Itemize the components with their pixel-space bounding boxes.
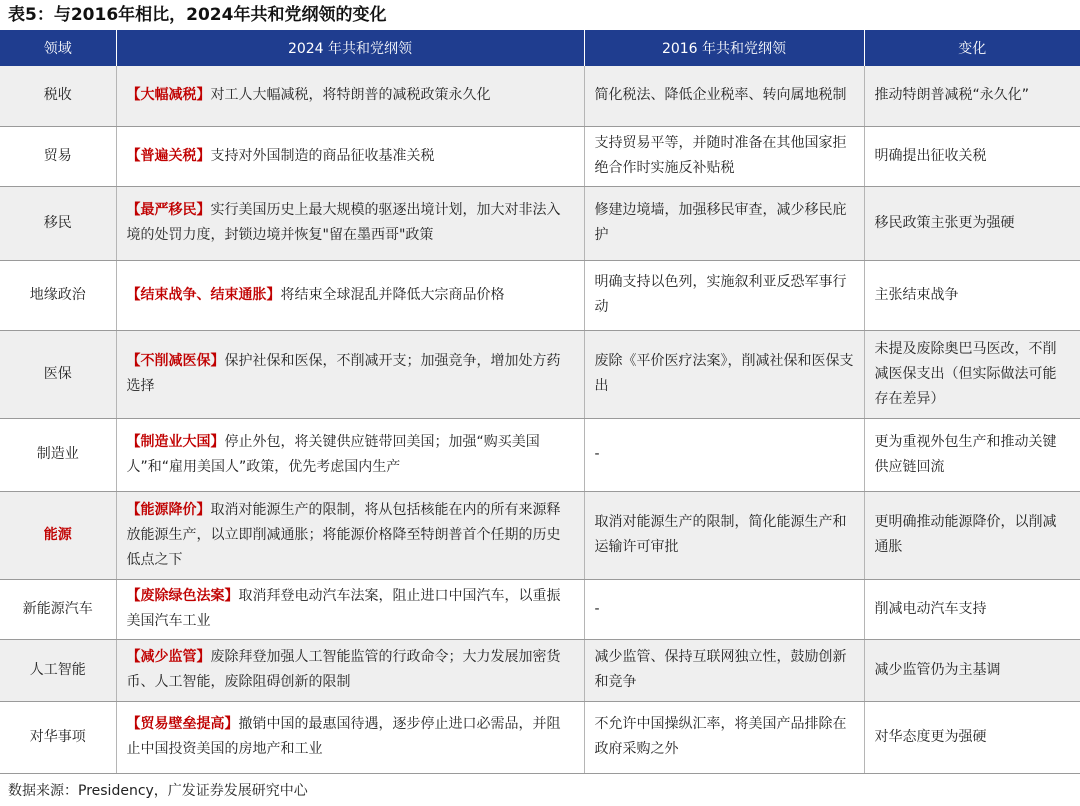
header-domain: 领域 bbox=[0, 30, 116, 66]
policy-tag: 【不削减医保】 bbox=[126, 353, 225, 369]
domain-cell: 医保 bbox=[0, 330, 116, 418]
table-row bbox=[0, 66, 1080, 126]
table-row bbox=[0, 418, 1080, 491]
plan-2024-text: 将结束全球混乱并降低大宗商品价格 bbox=[280, 286, 505, 303]
table-row bbox=[0, 639, 1080, 701]
table-row bbox=[0, 330, 1080, 418]
table-row bbox=[0, 491, 1080, 579]
policy-tag: 【制造业大国】 bbox=[126, 433, 225, 450]
plan-2024-cell bbox=[116, 579, 584, 639]
plan-2024-cell bbox=[116, 260, 584, 330]
plan-2024-cell bbox=[116, 330, 584, 418]
table-row bbox=[0, 126, 1080, 186]
policy-tag: 【最严移民】 bbox=[126, 202, 211, 218]
plan-2016-cell: - bbox=[584, 418, 864, 491]
plan-2016-cell: 简化税法、降低企业税率、转向属地税制 bbox=[584, 66, 864, 126]
plan-2024-text: 取消拜登电动汽车法案，阻止进口中国汽车，以重振美国汽车工业 bbox=[126, 588, 561, 629]
source-note: 数据来源：Presidency，广发证券发展研究中心 bbox=[8, 783, 308, 799]
plan-2024-text: 实行美国历史上最大规模的驱逐出境计划，加大对非法入境的处罚力度，封锁边境并恢复"留在墨西哥"政策 bbox=[126, 202, 561, 243]
plan-2024-cell bbox=[116, 491, 584, 579]
domain-cell: 制造业 bbox=[0, 418, 116, 491]
plan-2016-cell: 修建边境墙，加强移民审查，减少移民庇护 bbox=[584, 186, 864, 260]
plan-2024-text: 废除拜登加强人工智能监管的行政命令；大力发展加密货币、人工智能，废除阻碍创新的限制 bbox=[126, 649, 561, 690]
policy-tag: 【能源降价】 bbox=[126, 501, 211, 518]
policy-tag: 【废除绿色法案】 bbox=[126, 588, 239, 604]
plan-2024-cell bbox=[116, 701, 584, 773]
change-cell: 主张结束战争 bbox=[864, 260, 1080, 330]
domain-cell: 地缘政治 bbox=[0, 260, 116, 330]
change-cell: 推动特朗普减税“永久化” bbox=[864, 66, 1080, 126]
plan-2024-text: 停止外包，将关键供应链带回美国；加强“购买美国人”和“雇用美国人”政策，优先考虑国内生产 bbox=[126, 433, 540, 475]
header-row bbox=[0, 30, 1080, 66]
domain-cell: 对华事项 bbox=[0, 701, 116, 773]
change-cell: 对华态度更为强硬 bbox=[864, 701, 1080, 773]
table-row bbox=[0, 186, 1080, 260]
table-row bbox=[0, 579, 1080, 639]
plan-2024-text: 支持对外国制造的商品征收基准关税 bbox=[210, 147, 435, 164]
table-row bbox=[0, 701, 1080, 773]
plan-2024-cell bbox=[116, 186, 584, 260]
policy-tag: 【减少监管】 bbox=[126, 649, 211, 665]
change-cell: 移民政策主张更为强硬 bbox=[864, 186, 1080, 260]
plan-2024-cell bbox=[116, 66, 584, 126]
plan-2024-text: 保护社保和医保，不削减开支；加强竞争，增加处方药选择 bbox=[126, 353, 561, 394]
plan-2016-cell: 废除《平价医疗法案》，削减社保和医保支出 bbox=[584, 330, 864, 418]
plan-2016-cell: 取消对能源生产的限制，简化能源生产和运输许可审批 bbox=[584, 491, 864, 579]
change-cell: 减少监管仍为主基调 bbox=[864, 639, 1080, 701]
policy-tag: 【大幅减税】 bbox=[126, 87, 211, 104]
change-cell: 更为重视外包生产和推动关键供应链回流 bbox=[864, 418, 1080, 491]
change-cell: 明确提出征收关税 bbox=[864, 126, 1080, 186]
domain-cell: 移民 bbox=[0, 186, 116, 260]
plan-2024-cell bbox=[116, 639, 584, 701]
change-cell: 更明确推动能源降价，以削减通胀 bbox=[864, 491, 1080, 579]
plan-2024-text: 对工人大幅减税，将特朗普的减税政策永久化 bbox=[210, 87, 491, 104]
policy-tag: 【普遍关税】 bbox=[126, 147, 211, 164]
header-change: 变化 bbox=[864, 30, 1080, 66]
plan-2016-cell: - bbox=[584, 579, 864, 639]
domain-cell: 人工智能 bbox=[0, 639, 116, 701]
plan-2016-cell: 明确支持以色列，实施叙利亚反恐军事行动 bbox=[584, 260, 864, 330]
table-row bbox=[0, 260, 1080, 330]
domain-cell-highlighted: 能源 bbox=[0, 491, 116, 579]
change-cell: 削减电动汽车支持 bbox=[864, 579, 1080, 639]
plan-2024-cell bbox=[116, 126, 584, 186]
policy-tag: 【结束战争、结束通胀】 bbox=[126, 286, 281, 303]
domain-cell: 税收 bbox=[0, 66, 116, 126]
plan-2016-cell: 支持贸易平等，并随时准备在其他国家拒绝合作时实施反补贴税 bbox=[584, 126, 864, 186]
policy-comparison-table bbox=[0, 30, 1080, 774]
plan-2024-text: 取消对能源生产的限制，将从包括核能在内的所有来源释放能源生产，以立即削减通胀；将能源价格降至特朗普首个任期的历史低点之下 bbox=[126, 501, 561, 568]
plan-2024-text: 撤销中国的最惠国待遇，逐步停止进口必需品，并阻止中国投资美国的房地产和工业 bbox=[126, 716, 561, 757]
policy-tag: 【贸易壁垒提高】 bbox=[126, 716, 239, 732]
change-cell: 未提及废除奥巴马医改，不削减医保支出（但实际做法可能存在差异） bbox=[864, 330, 1080, 418]
plan-2024-cell bbox=[116, 418, 584, 491]
plan-2016-cell: 不允许中国操纵汇率，将美国产品排除在政府采购之外 bbox=[584, 701, 864, 773]
header-2016-platform: 2016 年共和党纲领 bbox=[584, 30, 864, 66]
header-2024-platform: 2024 年共和党纲领 bbox=[116, 30, 584, 66]
plan-2016-cell: 减少监管、保持互联网独立性，鼓励创新和竞争 bbox=[584, 639, 864, 701]
table-title: 表5：与2016年相比，2024年共和党纲领的变化 bbox=[8, 5, 387, 25]
domain-cell: 贸易 bbox=[0, 126, 116, 186]
domain-cell: 新能源汽车 bbox=[0, 579, 116, 639]
